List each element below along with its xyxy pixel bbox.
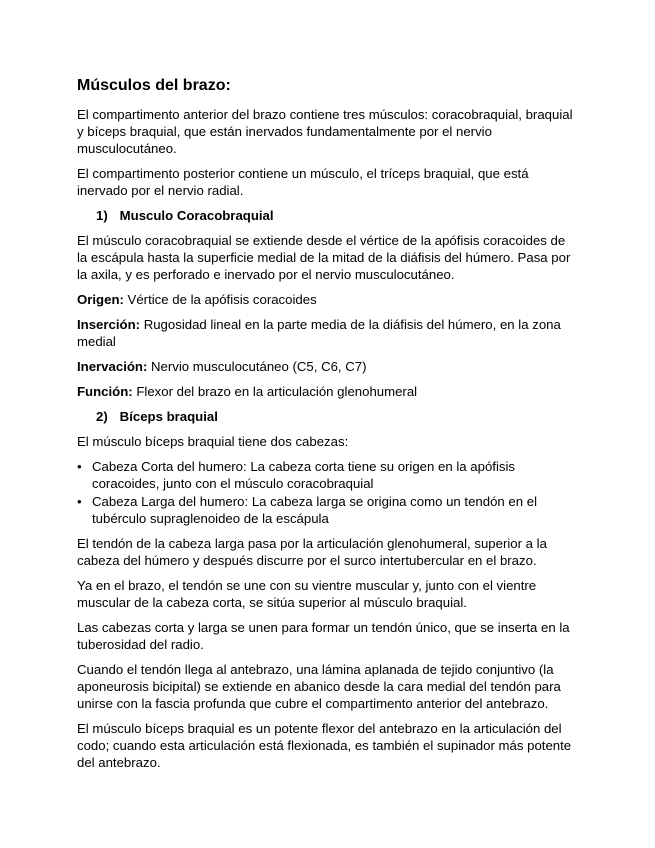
biceps-paragraph: Cuando el tendón llega al antebrazo, una lámina aplanada de tejido conjuntivo (la aponeurosis bicipital) se extiende en abanico desde la cara medial del tendón para unirse con la fascia profunda que cubre el compartimento anterior del antebrazo. — [77, 662, 561, 711]
field-label: Función: — [77, 384, 133, 399]
field-value: Flexor del brazo en la articulación glenohumeral — [132, 384, 418, 399]
intro-paragraph-posterior: El compartimento posterior contiene un músculo, el tríceps braquial, que está inervado por el nervio radial. — [77, 166, 529, 198]
field-value: Nervio musculocutáneo (C5, C6, C7) — [147, 359, 367, 374]
biceps-intro: El músculo bíceps braquial tiene dos cabezas: — [77, 434, 349, 449]
field-label: Inserción: — [77, 317, 141, 332]
biceps-heads-list — [77, 458, 577, 527]
section-heading-coracobraquial — [96, 207, 577, 224]
field-insercion — [77, 316, 577, 350]
field-value: Rugosidad lineal en la parte media de la diáfisis del húmero, en la zona medial — [77, 317, 561, 349]
intro-paragraph-anterior: El compartimento anterior del brazo contiene tres músculos: coracobraquial, braquial y bíceps braquial, que están inervados fundamentalmente por el nervio musculocutáneo. — [77, 107, 573, 156]
section-heading-biceps — [96, 408, 577, 425]
field-inervacion — [77, 358, 577, 375]
bullet-icon: • — [77, 459, 82, 474]
section-number: 2) — [96, 409, 108, 424]
field-label: Origen: — [77, 292, 124, 307]
bullet-icon: • — [77, 494, 82, 509]
coracobraquial-description: El músculo coracobraquial se extiende desde el vértice de la apófisis coracoides de la escápula hasta la superficie medial de la mitad de la diáfisis del húmero. Pasa por la axila, y es perforado e inervado por el nervio musculocutáneo. — [77, 233, 571, 282]
field-value: Vértice de la apófisis coracoides — [123, 292, 317, 307]
document-page — [77, 76, 577, 779]
biceps-paragraph: El tendón de la cabeza larga pasa por la articulación glenohumeral, superior a la cabeza del húmero y después discurre por el surco intertubercular en el brazo. — [77, 536, 547, 568]
field-funcion — [77, 383, 577, 400]
field-origen — [77, 291, 577, 308]
page-title: Músculos del brazo: — [77, 77, 231, 94]
biceps-paragraph: Ya en el brazo, el tendón se une con su vientre muscular y, junto con el vientre muscular de la cabeza corta, se sitúa superior al músculo braquial. — [77, 578, 537, 610]
section-title: Bíceps braquial — [119, 409, 218, 424]
list-item — [77, 493, 577, 527]
field-label: Inervación: — [77, 359, 148, 374]
list-item-text: Cabeza Larga del humero: La cabeza larga se origina como un tendón en el tubérculo supraglenoideo de la escápula — [92, 494, 538, 526]
section-number: 1) — [96, 208, 108, 223]
biceps-paragraph: El músculo bíceps braquial es un potente flexor del antebrazo en la articulación del codo; cuando esta articulación está flexionada, es también el supinador más potente del antebrazo. — [77, 721, 572, 770]
biceps-paragraph: Las cabezas corta y larga se unen para formar un tendón único, que se inserta en la tuberosidad del radio. — [77, 620, 570, 652]
list-item — [77, 458, 577, 492]
list-item-text: Cabeza Corta del humero: La cabeza corta tiene su origen en la apófisis coracoides, junto con el músculo coracobraquial — [92, 459, 515, 491]
section-title: Musculo Coracobraquial — [119, 208, 274, 223]
